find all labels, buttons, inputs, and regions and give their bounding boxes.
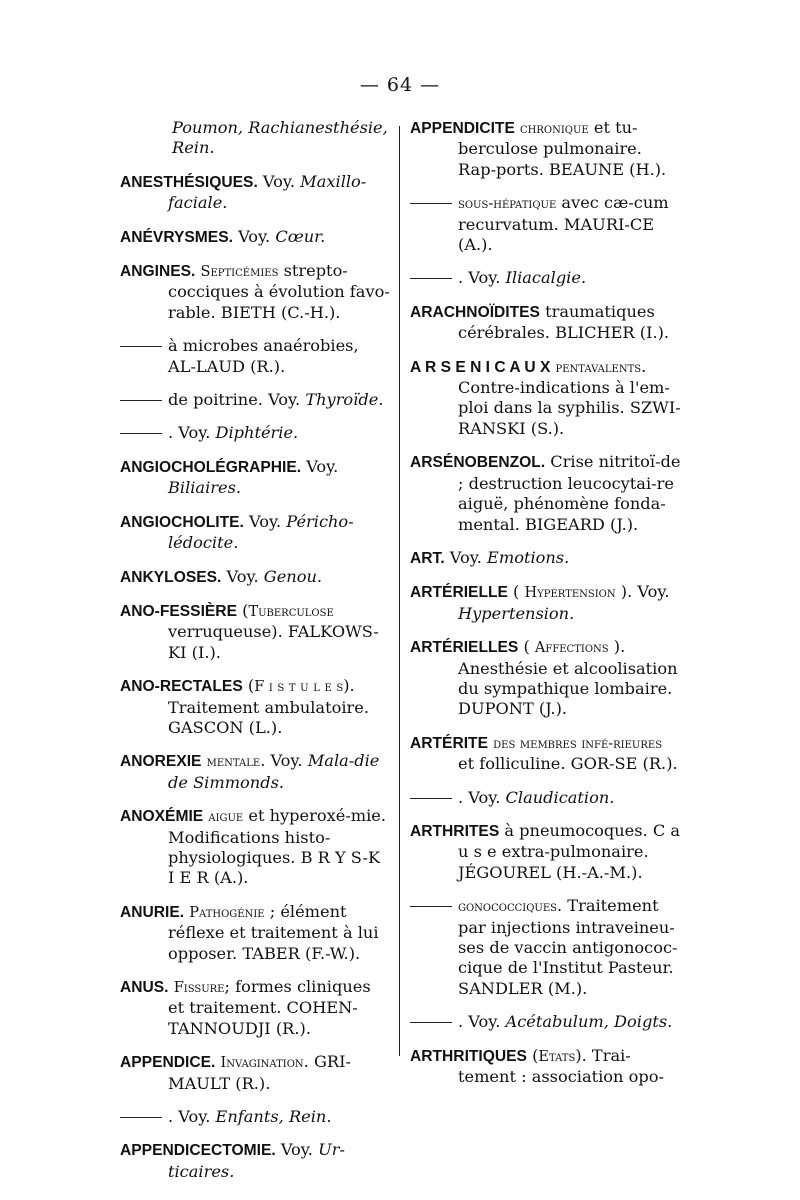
entry-headword: APPENDICE.	[120, 1054, 216, 1072]
entry-headword: ANGINES.	[120, 263, 196, 281]
entry-subheading: Etats	[538, 1048, 576, 1065]
repeat-dash	[120, 400, 162, 401]
entry-text: Voy.	[221, 566, 264, 586]
entry-headword: ANÉVRYSMES.	[120, 228, 233, 246]
entry-reference: Diphtérie.	[215, 423, 299, 443]
entry-subheading: mentale	[206, 754, 261, 771]
entry-text: ; élément réflexe et traitement à lui opposer. TABER (F.-W.).	[168, 901, 379, 963]
entry-text: de poitrine. Voy.	[168, 390, 306, 410]
index-entry	[410, 357, 682, 440]
entry-text: à microbes anaérobies, AL-LAUD (R.).	[168, 336, 359, 376]
entry-text: . Contre-indications à l'em-ploi dans la syphilis. SZWI-RANSKI (S.).	[458, 356, 681, 438]
index-entry	[410, 548, 682, 569]
entry-reference: Mala-die de Simmonds.	[168, 751, 380, 792]
repeat-dash	[410, 1022, 452, 1023]
index-entry	[120, 806, 390, 889]
entry-text: . Voy.	[458, 268, 506, 288]
index-entry	[120, 457, 390, 499]
entry-headword: ANKYLOSES.	[120, 568, 222, 586]
entry-subheading: Affections	[534, 640, 609, 657]
entry-subheading: chronique	[520, 121, 589, 137]
index-entry	[410, 733, 682, 775]
index-entry	[120, 977, 390, 1039]
entry-text: Voy.	[301, 456, 339, 476]
index-entry	[120, 902, 390, 964]
index-subentry	[120, 423, 390, 443]
entry-text: et folliculine. GOR-SE (R.).	[458, 754, 678, 774]
entry-text: ). Voy.	[615, 582, 670, 602]
entry-text: (	[526, 1045, 539, 1065]
entry-reference: Cœur.	[275, 226, 326, 246]
entry-text: Voy.	[257, 171, 301, 191]
index-entry	[120, 118, 390, 159]
index-entry	[120, 227, 390, 248]
entry-reference: Iliacalgie.	[505, 268, 587, 288]
entry-headword: ARTHRITIQUES	[410, 1047, 527, 1065]
entry-headword: ANOXÉMIE	[120, 808, 204, 826]
entry-reference: Genou.	[263, 566, 323, 586]
entry-headword: ANGIOCHOLÉGRAPHIE.	[120, 458, 302, 476]
index-subentry	[120, 390, 390, 410]
entry-headword: ART.	[410, 549, 445, 567]
entry-text: . GRI-MAULT (R.).	[168, 1052, 351, 1093]
entry-text: . Voy.	[168, 1107, 216, 1127]
index-column-right	[410, 118, 682, 1100]
entry-subheading: Septicémies	[200, 264, 279, 281]
entry-subheading: Pathogénie	[189, 904, 265, 921]
entry-text: Crise nitritoï-de ; destruction leucocytai-re aiguë, phénomène fonda-mental. BIGEARD (J.).	[458, 452, 681, 534]
entry-headword: ARTHRITES	[410, 822, 500, 840]
index-entry	[410, 302, 682, 344]
entry-reference: Acétabulum, Doigts.	[505, 1012, 673, 1032]
entry-text: . Voy.	[168, 423, 216, 443]
entry-headword: A R S E N I C A U X	[410, 358, 551, 376]
entry-headword: ARTÉRIELLES	[410, 639, 519, 657]
entry-subheading: Hypertension	[524, 585, 616, 602]
entry-reference: Thyroïde.	[305, 390, 384, 410]
index-entry	[410, 1046, 682, 1088]
entry-text: (	[518, 637, 535, 657]
index-entry	[120, 676, 390, 738]
entry-headword: ARSÉNOBENZOL.	[410, 454, 546, 472]
repeat-dash	[410, 278, 452, 279]
index-entry	[410, 821, 682, 883]
entry-text: ). Anesthésie et alcoolisation du sympathique lombaire. DUPONT (J.).	[458, 637, 678, 719]
entry-text: . Traitement par injections intraveineu-ses de vaccin antigonococ-cique de l'Institut Pasteur. SANDLER (M.).	[458, 896, 678, 998]
entry-text: . Voy.	[260, 751, 308, 771]
entry-reference: Poumon, Rachianesthésie, Rein.	[172, 118, 388, 158]
repeat-dash	[120, 1117, 162, 1118]
index-subentry	[120, 1107, 390, 1127]
page-number: — 64 —	[359, 74, 441, 96]
entry-text: ). Trai-tement : association opo-	[458, 1045, 664, 1087]
index-entry	[410, 582, 682, 624]
entry-headword: ANGIOCHOLITE.	[120, 513, 244, 531]
index-subentry	[410, 268, 682, 288]
entry-text: . Voy.	[458, 787, 506, 807]
index-entry	[410, 637, 682, 720]
column-divider	[399, 126, 400, 1056]
entry-text: strepto-cocciques à évolution favo-rable. BIETH (C.-H.).	[168, 261, 390, 322]
entry-subheading: sous-hépatique	[458, 196, 557, 213]
entry-headword: ANUS.	[120, 979, 169, 996]
entry-text: Voy.	[444, 547, 488, 567]
index-entry	[120, 512, 390, 554]
entry-subheading: des membres infé-rieures	[493, 735, 663, 752]
index-subentry	[410, 896, 682, 999]
index-entry	[120, 601, 390, 663]
entry-subheading: Invagination	[220, 1055, 304, 1072]
repeat-dash	[410, 906, 452, 907]
entry-subheading: F i s t u l e s	[254, 679, 344, 696]
repeat-dash	[410, 798, 452, 799]
index-entry	[120, 751, 390, 793]
entry-text: traumatiques cérébrales. BLICHER (I.).	[458, 301, 670, 343]
entry-headword: ANOREXIE	[120, 753, 202, 771]
index-subentry	[410, 1012, 682, 1032]
index-subentry	[410, 788, 682, 808]
entry-text: (	[236, 600, 249, 620]
entry-reference: Péricho-lédocite.	[168, 511, 354, 553]
entry-text: (	[507, 582, 525, 602]
index-entry	[120, 1052, 390, 1094]
index-column-left	[120, 118, 390, 1195]
entry-headword: APPENDICITE	[410, 120, 515, 137]
entry-reference: Ur-ticaires.	[168, 1140, 345, 1181]
entry-text: (	[242, 676, 255, 696]
index-subentry	[410, 193, 682, 255]
entry-text: ; formes cliniques et traitement. COHEN-TANNOUDJI (R.).	[168, 977, 371, 1038]
entry-headword: ANO-RECTALES	[120, 678, 243, 696]
entry-reference: Emotions.	[487, 547, 570, 567]
index-subentry	[120, 336, 390, 377]
entry-headword: ARACHNOÏDITES	[410, 303, 540, 321]
repeat-dash	[120, 346, 162, 347]
entry-text: ). Traitement ambulatoire. GASCON (L.).	[168, 676, 369, 737]
entry-text: verruqueuse). FALKOWS-KI (I.).	[168, 622, 379, 662]
repeat-dash	[410, 203, 452, 204]
entry-subheading: Tuberculose	[248, 603, 334, 620]
entry-reference: Maxillo-faciale.	[168, 171, 367, 213]
entry-headword: ARTÉRIELLE	[410, 584, 508, 602]
entry-text: et tu-berculose pulmonaire. Rap-ports. BEAUNE (H.).	[458, 118, 667, 179]
index-entry	[120, 567, 390, 588]
entry-text: Voy.	[275, 1140, 319, 1160]
entry-headword: ANESTHÉSIQUES.	[120, 173, 258, 191]
entry-headword: APPENDICECTOMIE.	[120, 1142, 276, 1160]
entry-text: . Voy.	[458, 1012, 506, 1032]
entry-reference: Enfants, Rein.	[215, 1107, 332, 1127]
entry-headword: ANO-FESSIÈRE	[120, 602, 237, 620]
entry-subheading: pentavalents	[555, 359, 642, 376]
entry-reference: Biliaires.	[168, 478, 242, 498]
entry-text: avec cæ-cum recurvatum. MAURI-CE (A.).	[458, 193, 669, 255]
entry-text: et hyperoxé-mie. Modifications histo-physiologiques. B R Y S-K I E R (A.).	[168, 806, 387, 888]
entry-reference: Hypertension.	[458, 603, 575, 623]
index-entry	[410, 118, 682, 180]
entry-subheading: gonococciques	[458, 899, 558, 916]
entry-text: Voy.	[232, 226, 276, 246]
index-entry	[120, 1140, 390, 1182]
entry-headword: ARTÉRITE	[410, 734, 488, 752]
index-entry	[120, 261, 390, 323]
repeat-dash	[120, 433, 162, 434]
entry-subheading: aigue	[208, 809, 244, 826]
index-entry	[410, 452, 682, 535]
entry-text: Voy.	[243, 511, 287, 531]
entry-headword: ANURIE.	[120, 903, 185, 921]
entry-reference: Claudication.	[505, 787, 615, 807]
entry-text: à pneumocoques. C a u s e extra-pulmonaire. JÉGOUREL (H.-A.-M.).	[458, 820, 681, 882]
index-entry	[120, 172, 390, 214]
entry-subheading: Fissure	[173, 980, 225, 996]
